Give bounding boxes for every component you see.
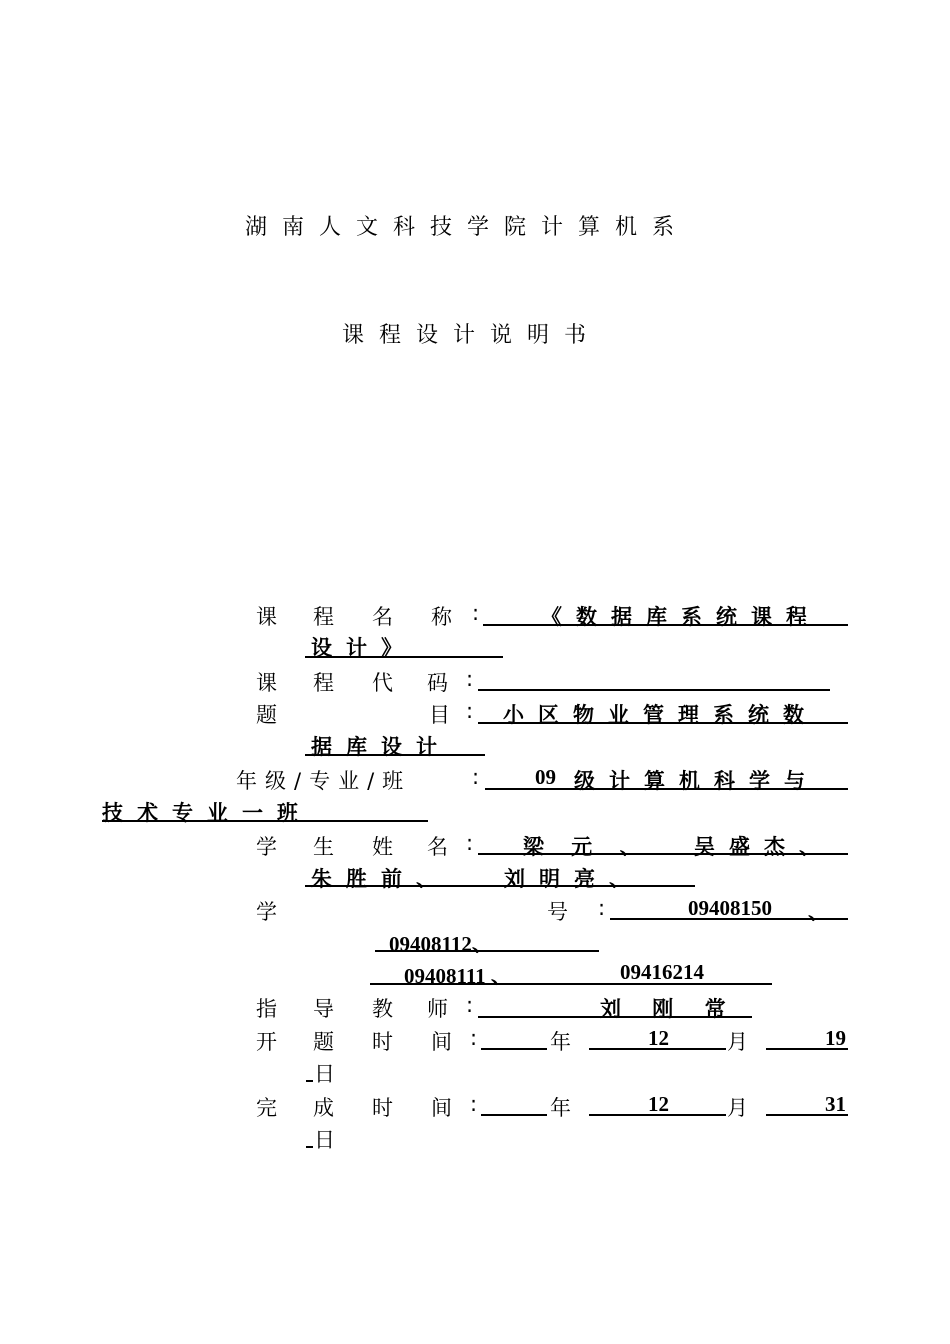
course-code-colon: : bbox=[466, 667, 474, 691]
start-time-month-unit: 月 bbox=[727, 1030, 748, 1054]
end-time-day: 31 bbox=[825, 1092, 846, 1116]
grade-value-prefix: 09 bbox=[535, 765, 556, 789]
end-time-year-unit: 年 bbox=[550, 1096, 571, 1120]
end-time-month-underline bbox=[589, 1114, 726, 1116]
start-time-day-underline-2 bbox=[306, 1080, 313, 1082]
end-time-day-underline bbox=[766, 1114, 848, 1116]
grade-major-class-label: 年级/专业/班 bbox=[236, 769, 412, 793]
start-time-day-underline bbox=[766, 1048, 848, 1050]
topic-value-line2: 据库设计 bbox=[311, 735, 451, 759]
start-time-label-4: 间 bbox=[431, 1030, 452, 1054]
start-time-label-3: 时 bbox=[372, 1030, 393, 1054]
course-code-label-3: 代 bbox=[372, 671, 393, 695]
start-time-label-1: 开 bbox=[256, 1030, 277, 1054]
student-name-4: 刘明亮、 bbox=[504, 867, 644, 891]
student-ids-label-2: 号 bbox=[547, 900, 568, 924]
student-id-3: 09408111 、 bbox=[404, 964, 512, 988]
end-time-month: 12 bbox=[648, 1092, 669, 1116]
start-time-month: 12 bbox=[648, 1026, 669, 1050]
topic-underline-1 bbox=[478, 722, 848, 724]
grade-major-class-value-line1: 级计算机科学与 bbox=[574, 769, 819, 793]
student-ids-underline-3 bbox=[370, 983, 772, 985]
start-time-label-2: 题 bbox=[313, 1030, 334, 1054]
start-time-colon: : bbox=[470, 1026, 478, 1050]
student-id-1: 09408150 bbox=[688, 896, 772, 920]
topic-underline-2 bbox=[305, 754, 485, 756]
end-time-label-1: 完 bbox=[256, 1096, 277, 1120]
student-id-2: 09408112、 bbox=[389, 932, 493, 956]
student-ids-underline-1 bbox=[610, 918, 848, 920]
course-code-label-2: 程 bbox=[313, 671, 334, 695]
topic-label-2: 目 bbox=[429, 703, 450, 727]
end-time-label-2: 成 bbox=[313, 1096, 334, 1120]
advisor-label-2: 导 bbox=[313, 997, 334, 1021]
advisor-label-4: 师 bbox=[427, 997, 448, 1021]
advisor-label-3: 教 bbox=[372, 997, 393, 1021]
student-id-4: 09416214 bbox=[620, 960, 704, 984]
end-time-month-unit: 月 bbox=[727, 1096, 748, 1120]
student-names-label-3: 姓 bbox=[372, 835, 393, 859]
advisor-value: 刘 刚 常 bbox=[600, 997, 738, 1021]
course-name-label-3: 名 bbox=[372, 605, 393, 629]
topic-colon: : bbox=[466, 699, 474, 723]
institution-title: 湖南人文科技学院计算机系 bbox=[245, 215, 690, 240]
course-name-label-1: 课 bbox=[256, 605, 277, 629]
course-name-label-2: 程 bbox=[313, 605, 334, 629]
end-time-label-3: 时 bbox=[372, 1096, 393, 1120]
end-time-day-unit: 日 bbox=[314, 1128, 335, 1152]
student-ids-colon: : bbox=[598, 896, 606, 920]
advisor-underline bbox=[478, 1016, 752, 1018]
start-time-day: 19 bbox=[825, 1026, 846, 1050]
course-name-value-line1: 《数据库系统课程 bbox=[541, 605, 821, 629]
student-name-3: 朱胜前、 bbox=[311, 867, 451, 891]
start-time-year-unit: 年 bbox=[550, 1030, 571, 1054]
grade-major-class-colon: : bbox=[472, 765, 480, 789]
student-names-label-4: 名 bbox=[427, 835, 448, 859]
student-name-2: 吴盛杰、 bbox=[694, 835, 834, 859]
student-names-underline-1 bbox=[478, 853, 848, 855]
student-id-sep-1: 、 bbox=[808, 900, 829, 924]
course-code-label-4: 码 bbox=[427, 671, 448, 695]
advisor-label-1: 指 bbox=[256, 997, 277, 1021]
student-names-underline-2 bbox=[305, 885, 695, 887]
course-name-value-line2: 设计》 bbox=[311, 636, 416, 660]
start-time-day-unit: 日 bbox=[314, 1062, 335, 1086]
student-ids-underline-2 bbox=[375, 950, 599, 952]
course-code-label-1: 课 bbox=[256, 671, 277, 695]
topic-value-line1: 小区物业管理系统数 bbox=[503, 703, 818, 727]
student-names-label-1: 学 bbox=[256, 835, 277, 859]
course-name-colon: : bbox=[472, 601, 480, 625]
end-time-year-underline bbox=[481, 1114, 547, 1116]
course-code-underline bbox=[478, 689, 830, 691]
student-ids-label-1: 学 bbox=[256, 900, 277, 924]
document-title: 课程设计说明书 bbox=[342, 323, 602, 348]
grade-major-class-underline-2 bbox=[102, 820, 428, 822]
start-time-month-underline bbox=[589, 1048, 726, 1050]
student-names-label-2: 生 bbox=[313, 835, 334, 859]
grade-major-class-underline-1 bbox=[485, 788, 848, 790]
topic-label-1: 题 bbox=[256, 703, 277, 727]
student-names-colon: : bbox=[466, 831, 474, 855]
end-time-day-underline-2 bbox=[306, 1146, 313, 1148]
course-name-underline-2 bbox=[305, 656, 503, 658]
grade-major-class-value-line2: 技术专业一班 bbox=[102, 801, 312, 825]
end-time-colon: : bbox=[470, 1092, 478, 1116]
student-name-1: 梁 元 、 bbox=[523, 835, 651, 859]
start-time-year-underline bbox=[481, 1048, 547, 1050]
advisor-colon: : bbox=[466, 993, 474, 1017]
course-name-underline-1 bbox=[483, 624, 848, 626]
course-name-label-4: 称 bbox=[431, 605, 452, 629]
end-time-label-4: 间 bbox=[431, 1096, 452, 1120]
